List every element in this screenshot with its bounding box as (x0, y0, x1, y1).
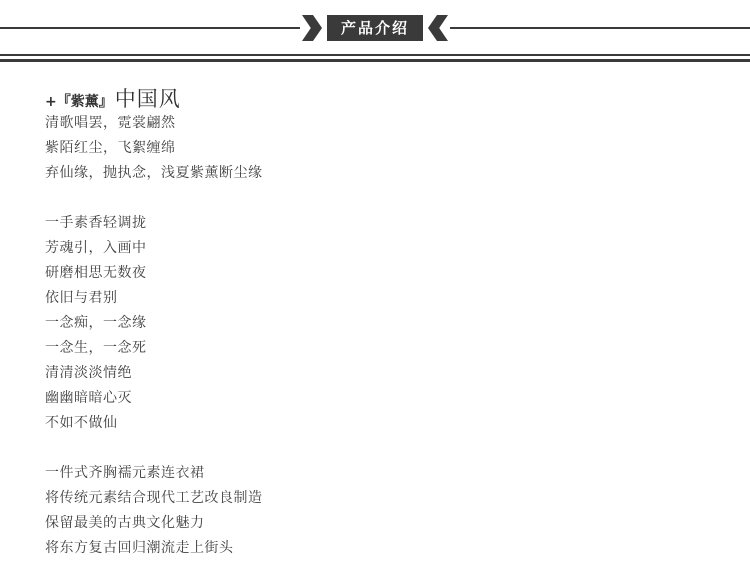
body-line: 依旧与君别 (45, 290, 118, 306)
section-title-banner (327, 15, 423, 41)
ribbon-arrow-left-icon (428, 15, 448, 41)
product-detail-paragraph (45, 461, 705, 561)
body-line: 一念生，一念死 (45, 340, 147, 356)
body-line: 芳魂引，入画中 (45, 240, 147, 256)
poem-paragraph-1 (45, 111, 705, 186)
body-line: 一念痴，一念缘 (45, 315, 147, 331)
body-line: 清清淡淡情绝 (45, 365, 132, 381)
body-line: 幽幽暗暗心灭 (45, 390, 132, 406)
header-left-line (0, 27, 300, 29)
product-title (45, 83, 705, 111)
body-line: 将东方复古回归潮流走上街头 (45, 540, 234, 556)
body-line: 研磨相思无数夜 (45, 265, 147, 281)
body-line: 将传统元素结合现代工艺改良制造 (45, 490, 263, 506)
ribbon-arrow-right-icon (302, 15, 322, 41)
body-line: 不如不做仙 (45, 415, 118, 431)
divider-rule-thick (0, 59, 750, 62)
section-title: 产品介绍 (340, 19, 409, 37)
divider-rule-thin (0, 54, 750, 56)
poem-paragraph-2 (45, 211, 705, 436)
body-line: 一手素香轻调拢 (45, 215, 147, 231)
product-description (45, 83, 705, 561)
body-line: 弃仙缘，抛执念，浅夏紫薰断尘缘 (45, 165, 263, 181)
body-line: 清歌唱罢，霓裳翩然 (45, 115, 176, 131)
body-line: 紫陌红尘，飞絮缠绵 (45, 140, 176, 156)
body-line: 一件式齐胸襦元素连衣裙 (45, 465, 205, 481)
header-right-line (450, 27, 750, 29)
product-title-main: 中国风 (114, 87, 181, 111)
product-title-prefix: +『紫薰』 (45, 94, 113, 110)
body-line: 保留最美的古典文化魅力 (45, 515, 205, 531)
